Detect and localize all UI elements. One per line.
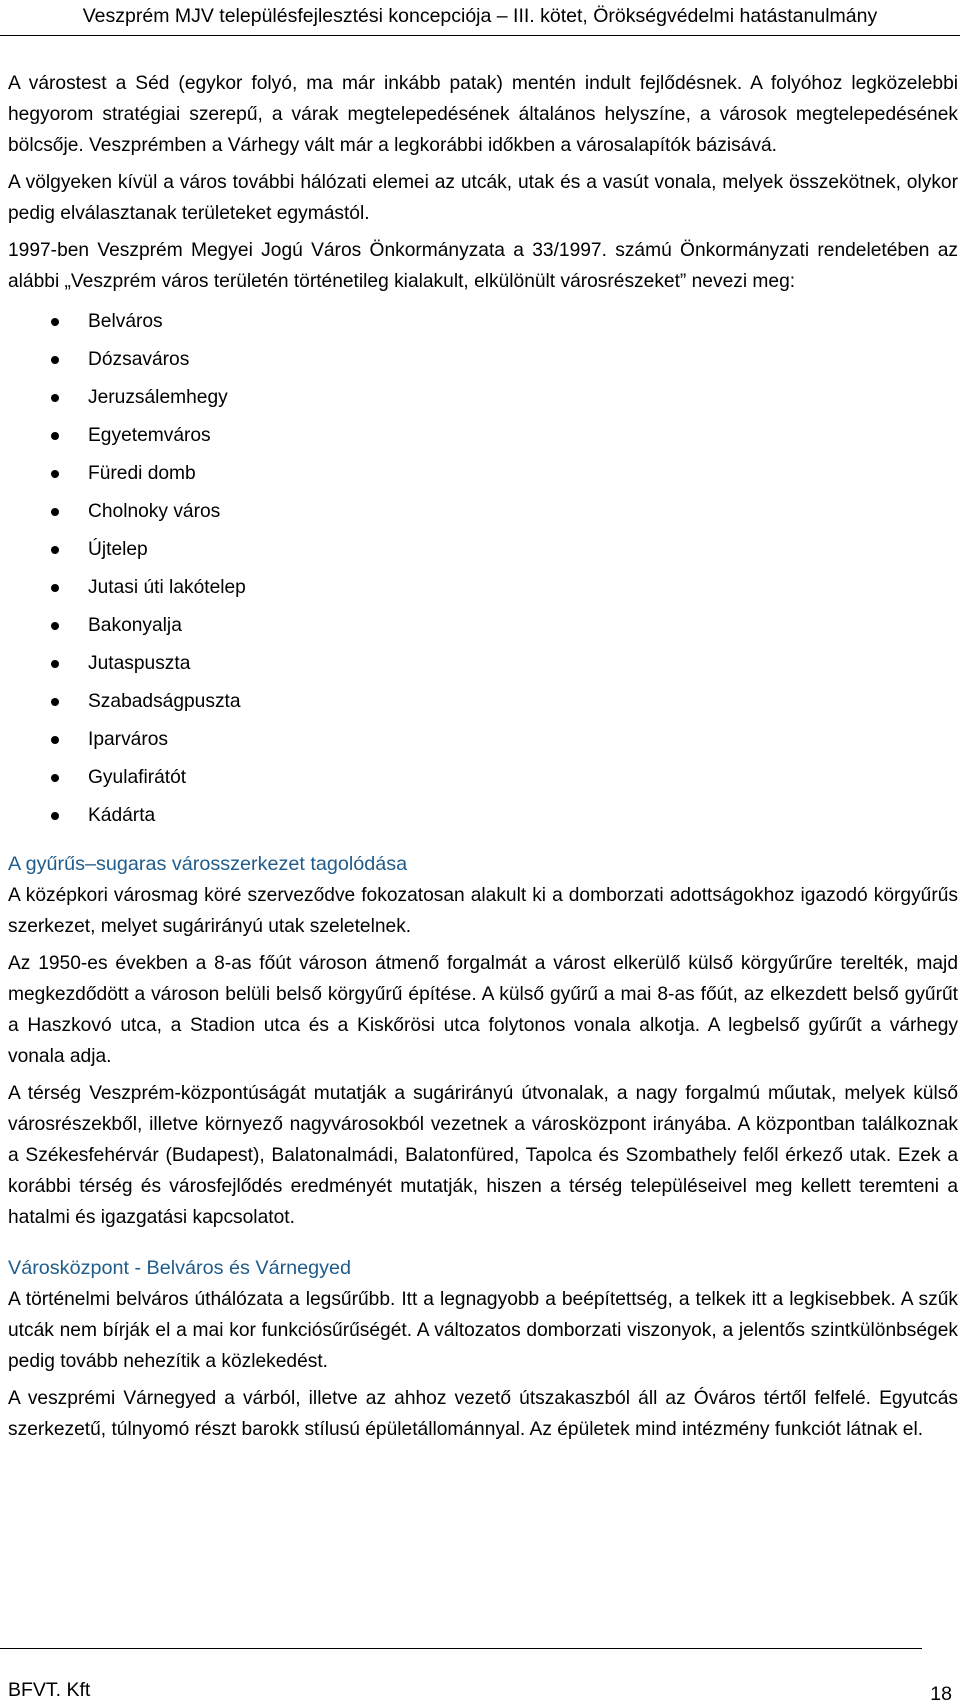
bullet-icon — [51, 394, 59, 402]
bullet-icon — [51, 356, 59, 364]
list-item-label: Gyulafirátót — [88, 767, 187, 788]
paragraph: Az 1950-es években a 8-as főút városon átmenő forgalmát a várost elkerülő külső körgyűrűre terelték, majd megkezdődött a városon belüli belső körgyűrű építése. A külső gyűrű a mai 8-as főút, az elkezdett belső gyűrűt a Haszkovó utca, a Stadion utca és a Kiskőrösi utca folytonos vonala alkotja. A legbelső gyűrűt a várhegy vonala adja. — [8, 953, 958, 1067]
paragraph: A várostest a Séd (egykor folyó, ma már inkább patak) mentén indult fejlődésnek. A folyóhoz legközelebbi hegyorom stratégiai szerepű, a várak megtelepedésének általános helyszíne, a városok megtelepedésének bölcsője. Veszprémben a Várhegy vált már a legkorábbi időkben a városalapítók bázisává. — [8, 73, 958, 156]
list-item — [8, 341, 958, 379]
bullet-icon — [51, 546, 59, 554]
list-item — [8, 379, 958, 417]
list-item-label: Jeruzsálemhegy — [88, 387, 228, 408]
list-item-label: Szabadságpuszta — [88, 691, 241, 712]
paragraph: A völgyeken kívül a város további hálózati elemei az utcák, utak és a vasút vonala, melyek összekötnek, olykor pedig elválasztanak területeket egymástól. — [8, 172, 958, 224]
list-item — [8, 645, 958, 683]
bullet-icon — [51, 432, 59, 440]
section-heading: A gyűrűs–sugaras városszerkezet tagolódása — [8, 853, 408, 875]
bullet-icon — [51, 736, 59, 744]
list-item — [8, 607, 958, 645]
list-item — [8, 569, 958, 607]
list-item-label: Füredi domb — [88, 463, 196, 484]
paragraph: A történelmi belváros úthálózata a legsűrűbb. Itt a legnagyobb a beépítettség, a telkek itt a legkisebbek. A szűk utcák nem bírják el a mai kor funkciósűrűségét. A változatos domborzati viszonyok, a jelentős szintkülönbségek pedig tovább nehezítik a közlekedést. — [8, 1289, 958, 1372]
footer-company: BFVT. Kft — [8, 1679, 91, 1701]
page-number: 18 — [930, 1683, 952, 1705]
bullet-icon — [51, 508, 59, 516]
list-item — [8, 531, 958, 569]
paragraph: A térség Veszprém-központúságát mutatják a sugárirányú útvonalak, a nagy forgalmú műutak, melyek külső városrészekből, illetve környező nagyvárosokból vezetnek a városközpont irányába. A központban találkoznak a Székesfehérvár (Budapest), Balatonalmádi, Balatonfüred, Tapolca és Szombathely felől érkező utak. Ezek a korábbi térség és városfejlődés eredményét mutatják, hiszen a térség településeivel meg kellett teremteni a hatalmi és igazgatási kapcsolatot. — [8, 1083, 958, 1228]
district-list — [8, 303, 958, 835]
list-item-label: Egyetemváros — [88, 425, 211, 446]
footer-divider — [0, 1648, 922, 1649]
bullet-icon — [51, 698, 59, 706]
list-item-label: Kádárta — [88, 805, 156, 826]
bullet-icon — [51, 584, 59, 592]
list-item — [8, 797, 958, 835]
bullet-icon — [51, 774, 59, 782]
paragraph: 1997-ben Veszprém Megyei Jogú Város Önkormányzata a 33/1997. számú Önkormányzati rendeletében az alábbi „Veszprém város területén történetileg kialakult, elkülönült városrészeket” nevezi meg: — [8, 240, 958, 292]
list-item-label: Belváros — [88, 311, 163, 332]
list-item — [8, 493, 958, 531]
list-item-label: Jutasi úti lakótelep — [88, 577, 246, 598]
bullet-icon — [51, 470, 59, 478]
list-item-label: Újtelep — [88, 539, 148, 560]
header-title: Veszprém MJV településfejlesztési koncepciója – III. kötet, Örökségvédelmi hatástanulmány — [82, 5, 878, 27]
paragraph: A veszprémi Várnegyed a várból, illetve az ahhoz vezető útszakaszból áll az Óváros tértől felfelé. Egyutcás szerkezetű, túlnyomó részt barokk stílusú épületállománnyal. Az épületek mind intézmény funkciót látnak el. — [8, 1388, 958, 1440]
bullet-icon — [51, 622, 59, 630]
list-item — [8, 683, 958, 721]
bullet-icon — [51, 812, 59, 820]
list-item — [8, 455, 958, 493]
page-content — [8, 68, 958, 1451]
list-item — [8, 303, 958, 341]
bullet-icon — [51, 318, 59, 326]
list-item-label: Bakonyalja — [88, 615, 182, 636]
list-item-label: Iparváros — [88, 729, 168, 750]
list-item-label: Cholnoky város — [88, 501, 221, 522]
list-item — [8, 759, 958, 797]
list-item — [8, 721, 958, 759]
page-header — [0, 0, 960, 36]
bullet-icon — [51, 660, 59, 668]
paragraph: A középkori városmag köré szerveződve fokozatosan alakult ki a domborzati adottságokhoz igazodó körgyűrűs szerkezet, melyet sugárirányú utak szeletelnek. — [8, 885, 958, 937]
section-heading: Városközpont - Belváros és Várnegyed — [8, 1257, 352, 1279]
list-item — [8, 417, 958, 455]
list-item-label: Dózsaváros — [88, 349, 190, 370]
list-item-label: Jutaspuszta — [88, 653, 191, 674]
